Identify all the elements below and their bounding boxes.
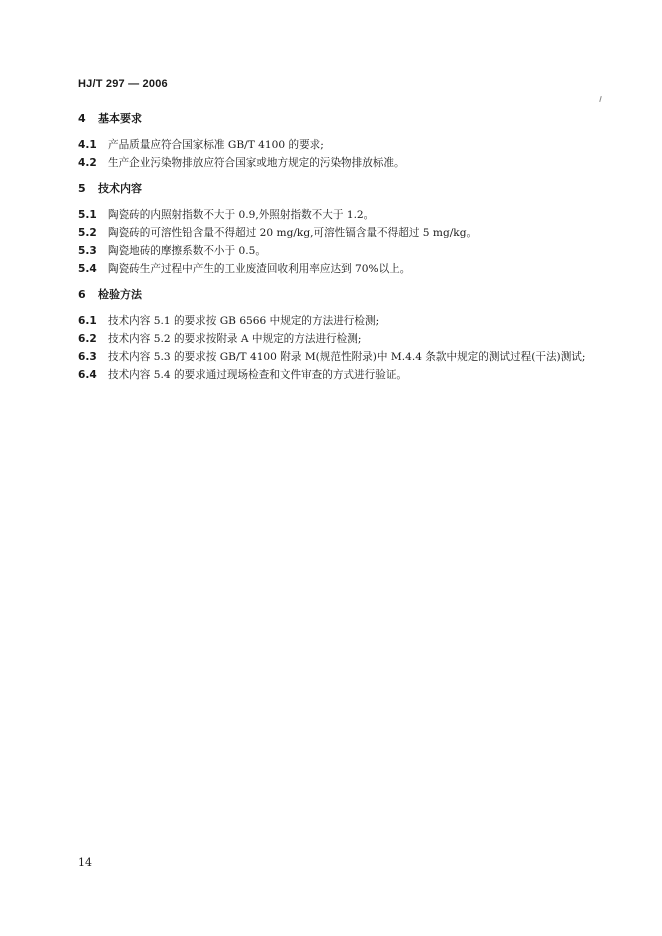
clause-number: 5.2 xyxy=(78,227,97,239)
section-heading xyxy=(78,180,598,198)
standard-code-header: HJ/T 297 — 2006 xyxy=(78,78,168,90)
clause-number: 5.1 xyxy=(78,209,97,221)
clause-number: 6.2 xyxy=(78,333,97,345)
section-6 xyxy=(78,286,598,384)
clause xyxy=(78,224,598,242)
section-number: 5 xyxy=(78,182,86,195)
section-5 xyxy=(78,180,598,278)
clause-number: 6.4 xyxy=(78,369,97,381)
section-heading xyxy=(78,286,598,304)
clause-text: 陶瓷砖的可溶性铅含量不得超过 20 mg/kg,可溶性镉含量不得超过 5 mg/kg。 xyxy=(108,227,478,239)
section-heading xyxy=(78,110,598,128)
clause xyxy=(78,260,598,278)
clause xyxy=(78,242,598,260)
section-number: 6 xyxy=(78,288,86,301)
clause xyxy=(78,348,598,366)
clause xyxy=(78,154,598,172)
clause-text: 技术内容 5.3 的要求按 GB/T 4100 附录 M(规范性附录)中 M.4.4 条款中规定的测试过程(干法)测试; xyxy=(108,351,586,363)
clause-text: 产品质量应符合国家标准 GB/T 4100 的要求; xyxy=(108,139,324,151)
clause-text: 技术内容 5.2 的要求按附录 A 中规定的方法进行检测; xyxy=(108,333,362,345)
clause-text: 生产企业污染物排放应符合国家或地方规定的污染物排放标准。 xyxy=(108,157,405,169)
clause-text: 陶瓷砖生产过程中产生的工业废渣回收利用率应达到 70%以上。 xyxy=(108,263,411,275)
clause-number: 4.1 xyxy=(78,139,97,151)
section-number: 4 xyxy=(78,112,86,125)
scan-mark xyxy=(599,96,602,102)
clause-number: 6.1 xyxy=(78,315,97,327)
section-4 xyxy=(78,110,598,172)
section-title: 检验方法 xyxy=(98,288,142,301)
clause-text: 陶瓷砖的内照射指数不大于 0.9,外照射指数不大于 1.2。 xyxy=(108,209,375,221)
clause-number: 6.3 xyxy=(78,351,97,363)
section-title: 技术内容 xyxy=(98,182,142,195)
clause-number: 5.4 xyxy=(78,263,97,275)
section-title: 基本要求 xyxy=(98,112,142,125)
clause-text: 陶瓷地砖的摩擦系数不小于 0.5。 xyxy=(108,245,266,257)
clause xyxy=(78,330,598,348)
clause-number: 5.3 xyxy=(78,245,97,257)
clause xyxy=(78,366,598,384)
clause-text: 技术内容 5.1 的要求按 GB 6566 中规定的方法进行检测; xyxy=(108,315,380,327)
clause-text: 技术内容 5.4 的要求通过现场检查和文件审查的方式进行验证。 xyxy=(108,369,408,381)
clause xyxy=(78,206,598,224)
page-number: 14 xyxy=(78,856,92,869)
clause xyxy=(78,136,598,154)
clause xyxy=(78,312,598,330)
clause-number: 4.2 xyxy=(78,157,97,169)
